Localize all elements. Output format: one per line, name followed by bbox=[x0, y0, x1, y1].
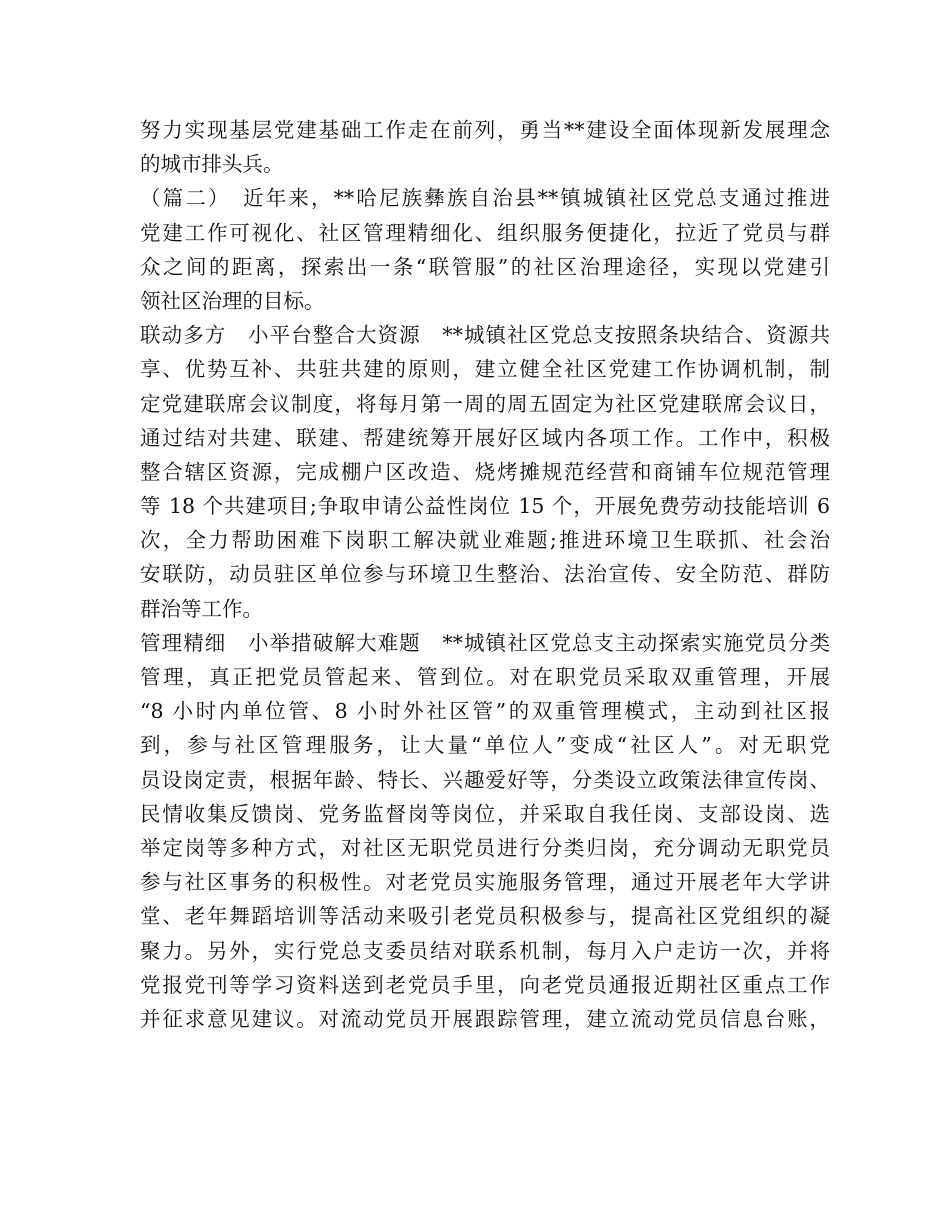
text-line: 众之间的距离，探索出一条“联管服”的社区治理途径，实现以党建引 bbox=[140, 254, 830, 279]
text-line: 联动多方 小平台整合大资源 **城镇社区党总支按照条块结合、资源共 bbox=[140, 323, 830, 348]
text-line: 到，参与社区管理服务，让大量“单位人”变成“社区人”。对无职党 bbox=[140, 733, 830, 758]
text-line: 管理精细 小举措破解大难题 **城镇社区党总支主动探索实施党员分类 bbox=[140, 630, 830, 655]
text-line: 堂、老年舞蹈培训等活动来吸引老党员积极参与，提高社区党组织的凝 bbox=[140, 904, 830, 929]
text-line: 党建工作可视化、社区管理精细化、组织服务便捷化，拉近了党员与群 bbox=[140, 220, 830, 245]
text-line: 定党建联席会议制度，将每月第一周的周五固定为社区党建联席会议日， bbox=[140, 391, 830, 416]
text-line: 的城市排头兵。 bbox=[140, 152, 284, 177]
document-body bbox=[140, 113, 830, 1036]
text-line: 党报党刊等学习资料送到老党员手里，向老党员通报近期社区重点工作 bbox=[140, 972, 830, 997]
text-line: 领社区治理的目标。 bbox=[140, 288, 325, 313]
text-line: 整合辖区资源，完成棚户区改造、烧烤摊规范经营和商铺车位规范管理 bbox=[140, 459, 830, 484]
text-line: （篇二） 近年来，**哈尼族彝族自治县**镇城镇社区党总支通过推进 bbox=[140, 186, 830, 211]
text-line: 管理，真正把党员管起来、管到位。对在职党员采取双重管理，开展 bbox=[140, 665, 830, 689]
text-line: 聚力。另外，实行党总支委员结对联系机制，每月入户走访一次，并将 bbox=[140, 938, 830, 963]
text-line: 努力实现基层党建基础工作走在前列，勇当**建设全面体现新发展理念 bbox=[140, 118, 830, 142]
text-line: 举定岗等多种方式，对社区无职党员进行分类归岗，充分调动无职党员 bbox=[140, 835, 830, 860]
text-line: 并征求意见建议。对流动党员开展跟踪管理，建立流动党员信息台账， bbox=[140, 1006, 830, 1031]
text-line: 民情收集反馈岗、党务监督岗等岗位，并采取自我任岗、支部设岗、选 bbox=[140, 801, 830, 826]
text-line: 通过结对共建、联建、帮建统筹开展好区域内各项工作。工作中，积极 bbox=[140, 425, 830, 450]
text-line: 安联防，动员驻区单位参与环境卫生整治、法治宣传、安全防范、群防 bbox=[140, 562, 830, 587]
text-line: 员设岗定责，根据年龄、特长、兴趣爱好等，分类设立政策法律宣传岗、 bbox=[140, 767, 830, 792]
text-line: “8 小时内单位管、8 小时外社区管”的双重管理模式，主动到社区报 bbox=[140, 699, 830, 724]
text-line: 等 18 个共建项目;争取申请公益性岗位 15 个，开展免费劳动技能培训 6 bbox=[140, 494, 830, 519]
text-line: 参与社区事务的积极性。对老党员实施服务管理，通过开展老年大学讲 bbox=[140, 870, 830, 895]
text-line: 享、优势互补、共驻共建的原则，建立健全社区党建工作协调机制，制 bbox=[140, 357, 830, 382]
text-line: 群治等工作。 bbox=[140, 596, 263, 621]
text-line: 次，全力帮助困难下岗职工解决就业难题;推进环境卫生联抓、社会治 bbox=[140, 528, 830, 553]
